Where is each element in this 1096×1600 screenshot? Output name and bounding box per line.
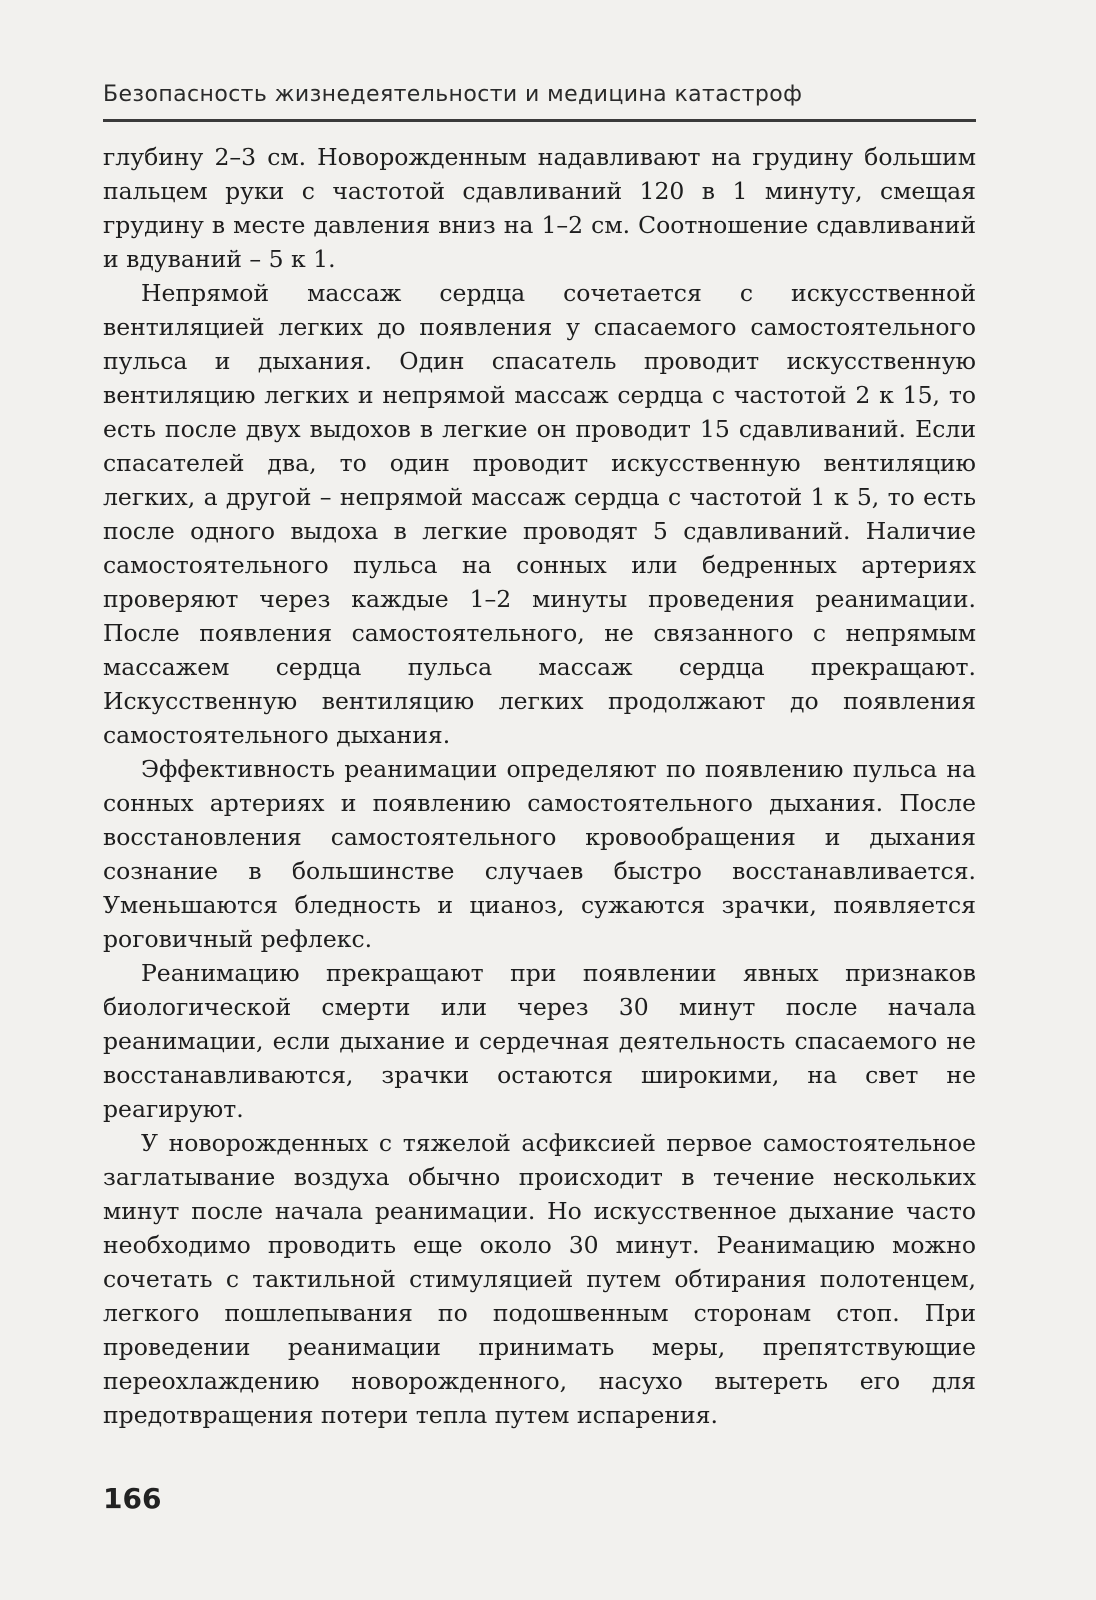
paragraph: У новорожденных с тяжелой асфиксией первое самостоятельное заглатывание воздуха обычно происходит в течение нескольких минут после начала реанимации. Но искусственное дыхание часто необходимо проводить еще около 30 минут. Реанимацию можно сочетать с тактильной стимуляцией путем обтирания полотенцем, легкого пошлепывания по подошвенным сторонам стоп. При проведении реанимации принимать меры, препятствующие переохлаждению новорожденного, насухо вытереть его для предотвращения потери тепла путем испарения. xyxy=(103,1129,976,1429)
paragraph: Эффективность реанимации определяют по появлению пульса на сонных артериях и появлению самостоятельного дыхания. После восстановления самостоятельного кровообращения и дыхания сознание в большинстве случаев быстро восстанавливается. Уменьшаются бледность и цианоз, сужаются зрачки, появляется роговичный рефлекс. xyxy=(103,755,976,953)
running-header: Безопасность жизнедеятельности и медицина катастроф xyxy=(103,82,803,107)
paragraph-continuation: глубину 2–3 см. Новорожденным надавливают на грудину большим пальцем руки с частотой сдавливаний 120 в 1 минуту, смещая грудину в месте давления вниз на 1–2 см. Соотношение сдавливаний и вдуваний – 5 к 1. xyxy=(103,143,976,273)
paragraph: Реанимацию прекращают при появлении явных признаков биологической смерти или через 30 минут после начала реанимации, если дыхание и сердечная деятельность спасаемого не восстанавливаются, зрачки остаются широкими, на свет не реагируют. xyxy=(103,959,976,1123)
header-rule xyxy=(103,119,976,122)
paragraph: Непрямой массаж сердца сочетается с искусственной вентиляцией легких до появления у спасаемого самостоятельного пульса и дыхания. Один спасатель проводит искусственную вентиляцию легких и непрямой массаж сердца с частотой 2 к 15, то есть после двух выдохов в легкие он проводит 15 сдавливаний. Если спасателей два, то один проводит искусственную вентиляцию легких, а другой – непрямой массаж сердца с частотой 1 к 5, то есть после одного выдоха в легкие проводят 5 сдавливаний. Наличие самостоятельного пульса на сонных или бедренных артериях проверяют через каждые 1–2 минуты проведения реанимации. После появления самостоятельного, не связанного с непрямым массажем сердца пульса массаж сердца прекращают. Искусственную вентиляцию легких продолжают до появления самостоятельного дыхания. xyxy=(103,279,976,749)
page-number: 166 xyxy=(103,1482,162,1515)
body-text xyxy=(103,140,976,1432)
